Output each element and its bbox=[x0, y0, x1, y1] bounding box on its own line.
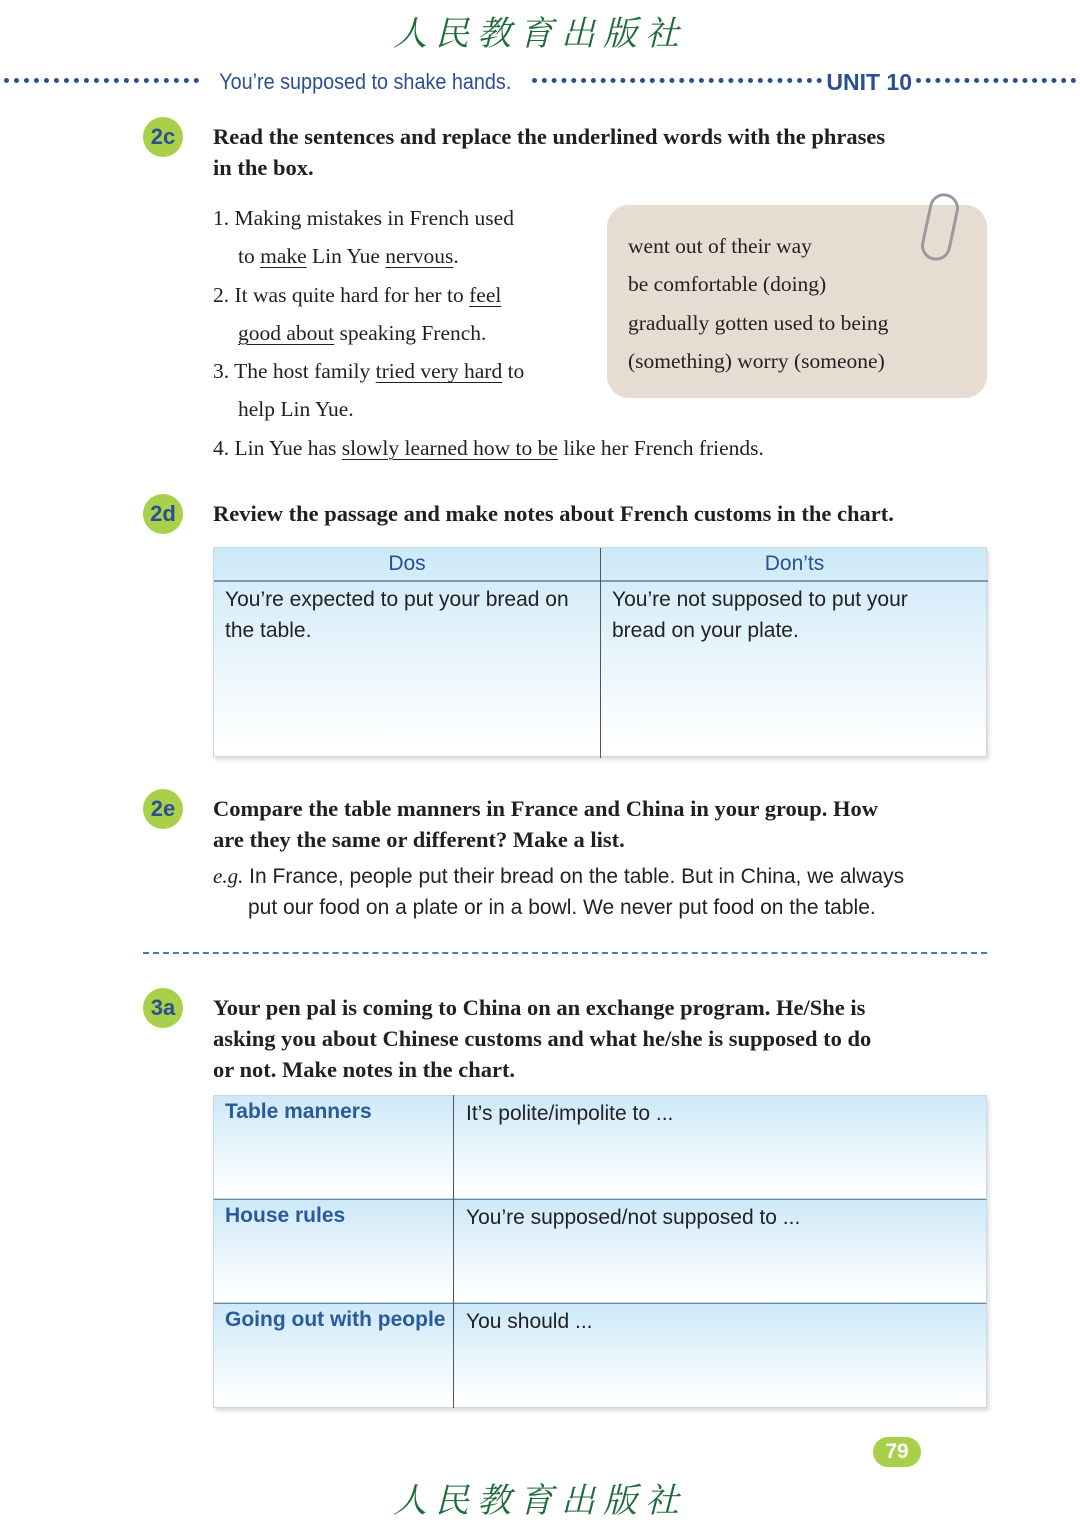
publisher-logo: 人民教育出版社 bbox=[393, 14, 687, 54]
section-badge-2d: 2d bbox=[143, 494, 183, 534]
phrase: (something) worry (someone) bbox=[628, 348, 885, 373]
running-header bbox=[0, 66, 1080, 98]
customs-notes-chart bbox=[213, 1095, 987, 1408]
phrase: gradually gotten used to being bbox=[628, 310, 889, 335]
header-dos: Dos bbox=[388, 552, 426, 575]
instruction-3a: Your pen pal is coming to China on an exchange program. He/She is asking you about Chinese customs and what he/she is supposed to do or not. Make notes in the chart. bbox=[213, 995, 872, 1082]
list-item: 2. It was quite hard for her to feel bbox=[213, 282, 502, 307]
donts-cell: You’re not supposed to put your bread on your plate. bbox=[612, 588, 908, 642]
publisher-logo-footer: 人民教育出版社 bbox=[393, 1481, 687, 1521]
section-badge-2c: 2c bbox=[143, 117, 183, 157]
instruction-2d: Review the passage and make notes about French customs in the chart. bbox=[213, 501, 894, 526]
example: e.g. In France, people put their bread on the table. But in China, we always put our food on a plate or in a bowl. We never put food on the table. bbox=[213, 864, 905, 919]
list-item: 4. Lin Yue has slowly learned how to be like her French friends. bbox=[213, 436, 764, 460]
table-row: Going out with people You should ... bbox=[213, 1303, 987, 1408]
chapter-title: You’re supposed to shake hands. bbox=[219, 69, 512, 94]
section-badge-3a: 3a bbox=[143, 988, 183, 1028]
unit-label: UNIT 10 bbox=[826, 68, 912, 95]
page-number: 79 bbox=[873, 1437, 921, 1467]
phrase: be comfortable (doing) bbox=[628, 272, 827, 297]
instruction-2e: Compare the table manners in France and China in your group. How are they the same or different? Make a list. bbox=[213, 796, 879, 852]
header-donts: Don’ts bbox=[764, 552, 825, 575]
instruction-2c: Read the sentences and replace the underlined words with the phrases in the box. bbox=[213, 124, 886, 180]
section-badge-2e: 2e bbox=[143, 789, 183, 829]
sentence-list: 1. Making mistakes in French used to make Lin Yue nervous. 2. It was quite hard for her to feel good about speaking French. 3. The host family tried very hard to help Lin Yue. bbox=[213, 199, 603, 429]
customs-chart bbox=[213, 547, 987, 757]
dos-cell: You’re expected to put your bread on the table. bbox=[225, 588, 569, 642]
section-divider bbox=[143, 952, 987, 954]
list-item: 3. The host family tried very hard to bbox=[213, 359, 525, 384]
table-row: Table manners It’s polite/impolite to ... bbox=[213, 1095, 987, 1199]
table-row: House rules You’re supposed/not supposed to ... bbox=[213, 1199, 987, 1303]
list-item: 1. Making mistakes in French used bbox=[213, 206, 514, 230]
phrase: went out of their way bbox=[628, 234, 812, 258]
